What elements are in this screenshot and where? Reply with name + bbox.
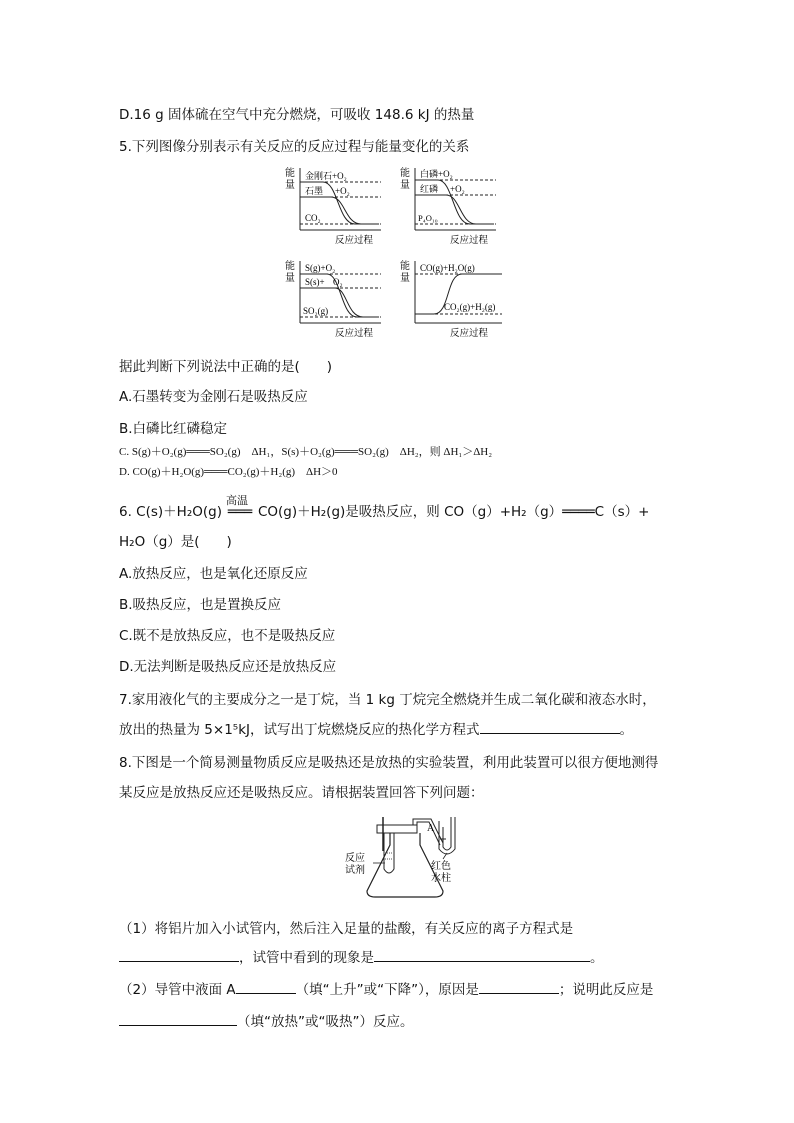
q5-option-a: A.石墨转变为金刚石是吸热反应 (119, 389, 308, 405)
svg-text:水柱: 水柱 (431, 873, 451, 884)
q8-stem-cont: 某反应是放热反应还是吸热反应。请根据装置回答下列问题： (119, 785, 484, 801)
svg-text:CO₂(g)+H₂(g): CO₂(g)+H₂(g) (444, 302, 496, 312)
energy-graph-sulfur (283, 257, 393, 341)
label-a: A (427, 823, 435, 834)
svg-text:S(g)+O₂: S(g)+O₂ (305, 263, 336, 273)
q6-stem-cont: H₂O（g）是( ) (119, 534, 232, 550)
q6-option-a: A.放热反应，也是氧化还原反应 (119, 566, 308, 582)
svg-text:CO₂: CO₂ (305, 213, 321, 223)
svg-text:金刚石+O₂: 金刚石+O₂ (305, 171, 347, 181)
q6-option-b: B.吸热反应，也是置换反应 (119, 597, 282, 613)
q6-stem: 6. C(s)＋H₂O(g) 高温 ═══ CO(g)＋H₂(g)是吸热反应，则 CO（g）+H₂（g）════C（s）+ (119, 494, 650, 520)
q8-sub2: （2）导管中液面 A （填“上升”或“下降”），原因是 ；说明此反应是 (119, 978, 653, 998)
q8-sub1-cont: ，试管中看到的现象是 。 (119, 946, 604, 966)
q7-stem-cont: 放出的热量为 5×1⁵kJ，试写出丁烷燃烧反应的热化学方程式 。 (119, 718, 633, 738)
svg-text:能: 能 (400, 168, 410, 179)
svg-text:CO(g)+H₂O(g): CO(g)+H₂O(g) (420, 263, 475, 273)
q4-option-d: D.16 g 固体硫在空气中充分燃烧，可吸收 148.6 kJ 的热量 (119, 107, 475, 123)
experiment-apparatus (335, 811, 470, 901)
q5-question: 据此判断下列说法中正确的是( ) (119, 359, 333, 375)
q8-sub1: （1）将铝片加入小试管内，然后注入足量的盐酸，有关反应的离子方程式是 (119, 921, 574, 937)
answer-blank[interactable] (236, 979, 296, 994)
q6-option-c: C.既不是放热反应，也不是吸热反应 (119, 628, 336, 644)
q8-sub2-cont: （填“放热”或“吸热”）反应。 (119, 1010, 413, 1030)
q5-stem: 5.下列图像分别表示有关反应的反应过程与能量变化的关系 (119, 139, 470, 155)
reagent-label: 反应 (345, 853, 365, 864)
svg-text:能: 能 (400, 261, 410, 272)
answer-blank[interactable] (374, 947, 590, 962)
q5-option-d: D. CO(g)＋H₂O(g)═══CO₂(g)＋H₂(g) ΔH＞0 (119, 466, 338, 478)
svg-text:量: 量 (400, 273, 410, 284)
q8-stem: 8.下图是一个简易测量物质反应是吸热还是放热的实验装置，利用此装置可以很方便地测得 (119, 755, 659, 771)
reaction-condition: 高温 (225, 494, 248, 507)
svg-text:能: 能 (285, 261, 295, 272)
svg-text:反应过程: 反应过程 (450, 329, 489, 339)
energy-graph-diamond-graphite (283, 164, 393, 248)
energy-graph-white-red-phosphorus (398, 164, 508, 248)
svg-text:P₄O₁₀: P₄O₁₀ (418, 213, 438, 223)
water-column-label: 红色 (431, 861, 451, 872)
svg-text:S(s)+: S(s)+ (305, 277, 325, 287)
q6-option-d: D.无法判断是吸热反应还是放热反应 (119, 659, 337, 675)
svg-text:O₂: O₂ (333, 277, 343, 287)
svg-text:量: 量 (400, 180, 410, 191)
svg-text:反应过程: 反应过程 (450, 236, 489, 246)
svg-text:石墨: 石墨 (305, 186, 324, 196)
svg-text:+O₂: +O₂ (335, 186, 350, 196)
q5-option-c: C. S(g)＋O₂(g)═══SO₂(g) ΔH₁，S(s)＋O₂(g)═══SO₂(g) ΔH₂，则 ΔH₁＞ΔH₂ (119, 446, 493, 458)
energy-graph-co-water (398, 257, 514, 341)
svg-text:反应过程: 反应过程 (335, 329, 374, 339)
answer-blank[interactable] (119, 947, 239, 962)
svg-text:+O₂: +O₂ (450, 184, 465, 194)
svg-text:白磷+O₂: 白磷+O₂ (420, 169, 453, 179)
axis-energy-label: 能 (285, 168, 295, 179)
svg-text:红磷: 红磷 (420, 184, 439, 194)
q7-stem: 7.家用液化气的主要成分之一是丁烷，当 1 kg 丁烷完全燃烧并生成二氧化碳和液态水时， (119, 692, 656, 708)
svg-text:量: 量 (285, 273, 295, 284)
axis-energy-label2: 量 (285, 180, 295, 191)
axis-process-label: 反应过程 (335, 236, 374, 246)
svg-text:试剂: 试剂 (345, 865, 365, 876)
answer-blank[interactable] (119, 1011, 237, 1026)
svg-text:SO₂(g): SO₂(g) (303, 306, 329, 316)
answer-blank[interactable] (480, 719, 620, 734)
q5-option-b: B.白磷比红磷稳定 (119, 421, 228, 437)
answer-blank[interactable] (479, 979, 559, 994)
